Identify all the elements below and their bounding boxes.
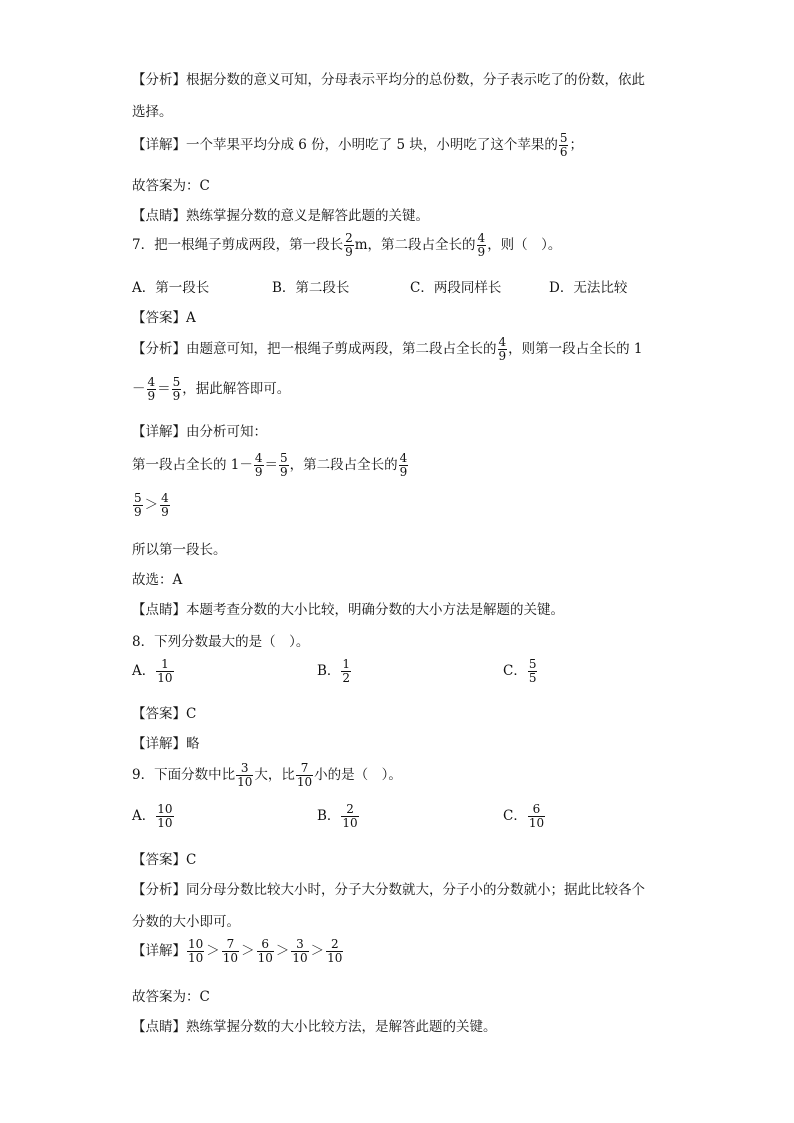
q9-option-c: C． $\frac{6}{10}$: [503, 802, 545, 830]
q8-answer: 【答案】C: [132, 706, 197, 722]
q7-comparison: $\frac{5}{9}$ ＞ $\frac{4}{9}$: [134, 491, 169, 519]
q8-stem: 8．下列分数最大的是（ ）。: [132, 634, 310, 650]
prev-analysis-line2: 选择。: [132, 104, 173, 120]
fraction: $\frac{2}{10}$: [327, 937, 343, 965]
prev-comment: [132, 204, 429, 224]
q9-answer: 【答案】C: [132, 852, 197, 868]
fraction: $\frac{10}{10}$: [188, 937, 204, 965]
q7-answer: 【答案】A: [132, 310, 196, 326]
comment-text: 熟练掌握分数的意义是解答此题的关键。: [186, 208, 429, 224]
q9-detail: 【详解】 $\frac{10}{10}$ ＞ $\frac{7}{10}$ ＞ $\frac{6}{10}$ ＞ $\frac{3}{10}$ ＞ $\frac{2}{10}$: [132, 937, 343, 965]
prev-detail: 【详解】一个苹果平均分成 6 份，小明吃了 5 块，小明吃了这个苹果的 $\frac{5}{6}$ ；: [132, 131, 583, 159]
fraction: $\frac{5}{5}$: [528, 657, 537, 685]
q7-conclusion: 所以第一段长。: [132, 542, 227, 558]
fraction: $\frac{2}{10}$: [342, 802, 358, 830]
fraction: $\frac{5}{9}$: [134, 491, 142, 519]
q7-analysis-line2: － $\frac{4}{9}$ ＝ $\frac{5}{9}$ ，据此解答即可。: [132, 375, 291, 403]
q7-stem: 7．把一根绳子剪成两段，第一段长 $\frac{2}{9}$ m，第二段占全长的 $\frac{4}{9}$ ，则（ ）。: [132, 231, 562, 259]
detail-text: 一个苹果平均分成 6 份，小明吃了 5 块，小明吃了这个苹果的: [186, 137, 558, 153]
fraction: $\frac{4}{9}$: [254, 451, 263, 479]
q7-detail-line2: 第一段占全长的 1－ $\frac{4}{9}$ ＝ $\frac{5}{9}$ ，第二段占全长的 $\frac{4}{9}$: [132, 451, 408, 479]
fraction: $\frac{4}{9}$: [147, 375, 156, 403]
prev-analysis-line1: [132, 68, 645, 88]
fraction: $\frac{1}{2}$: [342, 657, 351, 685]
q9-comment: 【点睛】熟练掌握分数的大小比较方法，是解答此题的关键。: [132, 1019, 497, 1035]
q7-option-b: B．第二段长: [272, 280, 350, 296]
q7-option-c: C．两段同样长: [410, 280, 502, 296]
analysis-text: 根据分数的意义可知，分母表示平均分的总份数，分子表示吃了的份数，依此: [186, 72, 645, 88]
fraction: $\frac{7}{10}$: [296, 761, 313, 789]
fraction: $\frac{4}{9}$: [161, 491, 169, 519]
q8-option-a: A． $\frac{1}{10}$: [132, 657, 173, 685]
q8-option-b: B． $\frac{1}{2}$: [317, 657, 351, 685]
fraction: $\frac{6}{10}$: [257, 937, 273, 965]
q9-option-a: A． $\frac{10}{10}$: [132, 802, 173, 830]
q9-answer-is: 故答案为：C: [132, 989, 210, 1005]
analysis-tag: 【分析】: [132, 72, 186, 88]
q7-analysis-line1: 【分析】由题意可知，把一根绳子剪成两段，第二段占全长的 $\frac{4}{9}$ ，则第一段占全长的 1: [132, 335, 643, 363]
q7-option-d: D．无法比较: [549, 280, 628, 296]
fraction: $\frac{4}{9}$: [399, 451, 408, 479]
fraction: $\frac{4}{9}$: [477, 231, 486, 259]
comment-tag: 【点睛】: [132, 208, 186, 224]
fraction: $\frac{6}{10}$: [528, 802, 545, 830]
q9-stem: 9．下面分数中比 $\frac{3}{10}$ 大，比 $\frac{7}{10}$ 小的是（ ）。: [132, 761, 402, 789]
q9-analysis-line2: 分数的大小即可。: [132, 914, 240, 930]
q8-option-c: C． $\frac{5}{5}$: [503, 657, 537, 685]
fraction: $\frac{10}{10}$: [157, 802, 173, 830]
q7-choose: 故选：A: [132, 572, 183, 588]
prev-answer-is: 故答案为：C: [132, 178, 210, 194]
fraction: $\frac{3}{10}$: [237, 761, 253, 789]
q9-option-b: B． $\frac{2}{10}$: [317, 802, 358, 830]
fraction: $\frac{5}{6}$: [559, 131, 568, 159]
detail-tag: 【详解】: [132, 137, 186, 153]
fraction: $\frac{5}{9}$: [172, 375, 181, 403]
q7-detail: 【详解】由分析可知：: [132, 424, 267, 440]
q9-analysis-line1: 【分析】同分母分数比较大小时，分子大分数就大，分子小的分数就小；据此比较各个: [132, 882, 645, 898]
fraction: $\frac{1}{10}$: [157, 657, 173, 685]
fraction: $\frac{4}{9}$: [498, 335, 507, 363]
fraction: $\frac{3}{10}$: [292, 937, 308, 965]
fraction: $\frac{7}{10}$: [222, 937, 239, 965]
q7-option-a: A．第一段长: [132, 280, 210, 296]
fraction: $\frac{5}{9}$: [280, 451, 288, 479]
q7-comment: 【点睛】本题考查分数的大小比较，明确分数的大小方法是解题的关键。: [132, 602, 564, 618]
fraction: $\frac{2}{9}$: [345, 231, 353, 259]
q8-detail: 【详解】略: [132, 736, 200, 752]
